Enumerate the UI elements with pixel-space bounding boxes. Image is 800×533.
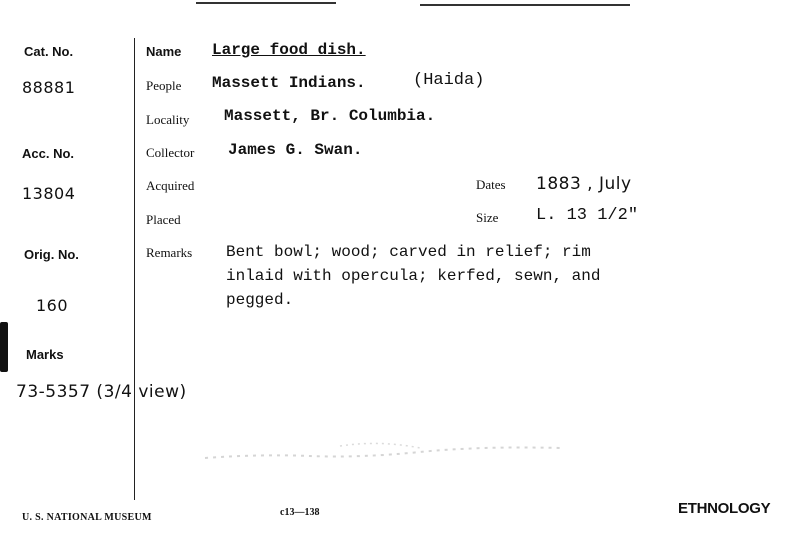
remarks-text [226, 240, 696, 312]
locality-label: Locality [146, 112, 190, 127]
column-divider [134, 38, 135, 500]
edge-ink-mark [0, 322, 8, 372]
people-label: People [146, 78, 182, 93]
dates-value: 1883 , July [536, 174, 632, 194]
marks-label: Marks [26, 347, 64, 362]
top-edge-line [196, 2, 336, 4]
size-value: L. 13 1/2" [536, 206, 639, 225]
remarks-line: pegged. [226, 291, 294, 309]
placed-label: Placed [146, 212, 181, 227]
acc-no-value: 13804 [22, 184, 76, 203]
acc-no-label: Acc. No. [22, 146, 75, 161]
acquired-label: Acquired [146, 178, 195, 193]
footer-department: ETHNOLOGY [678, 500, 771, 517]
dates-label: Dates [476, 177, 506, 192]
collector-label: Collector [146, 145, 195, 160]
collector-value: James G. Swan. [228, 141, 363, 159]
people-value: Massett Indians. [212, 74, 366, 92]
remarks-line: Bent bowl; wood; carved in relief; rim [226, 243, 591, 261]
orig-no-value: 160 [36, 296, 69, 315]
cat-no-value: 88881 [22, 78, 76, 97]
top-edge-line [420, 4, 630, 6]
remarks-label: Remarks [146, 245, 193, 260]
name-value: Large food dish. [212, 41, 366, 59]
faded-smudge [200, 436, 570, 466]
cat-no-label: Cat. No. [24, 44, 74, 59]
name-label: Name [146, 44, 182, 59]
footer-form-code: c13—138 [280, 507, 320, 518]
remarks-line: inlaid with opercula; kerfed, sewn, and [226, 267, 601, 285]
orig-no-label: Orig. No. [24, 247, 79, 262]
people-note: (Haida) [413, 71, 485, 90]
locality-value: Massett, Br. Columbia. [224, 107, 436, 125]
marks-value: 73-5357 (3/4 view) [16, 382, 187, 402]
footer-institution: U. S. NATIONAL MUSEUM [22, 512, 152, 523]
size-label: Size [476, 210, 499, 225]
